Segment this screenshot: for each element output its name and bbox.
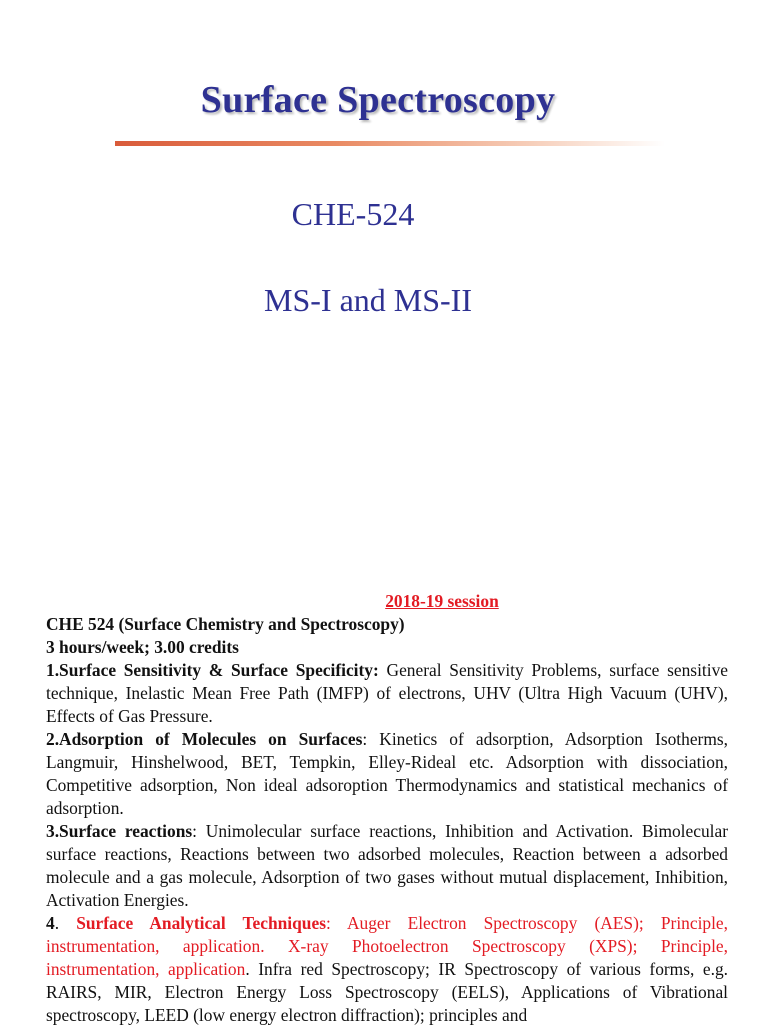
title-underline (115, 141, 665, 146)
topic-2-heading: Adsorption of Molecules on Surfaces (59, 729, 363, 749)
topic-3-heading: Surface reactions (59, 821, 193, 841)
credits-line: 3 hours/week; 3.00 credits (46, 637, 239, 657)
topic-1 (46, 659, 728, 728)
topic-2 (46, 728, 728, 820)
topic-4-number: 4 (46, 913, 55, 933)
topic-4-separator: . (54, 913, 77, 933)
topic-1-body: General Sensitivity Problems, surface sensitive technique, Inelastic Mean Free Path (IMFP) of electrons, UHV (Ultra High Vacuum (UHV), Effects of Gas Pressure. (46, 660, 728, 726)
topic-4 (46, 912, 728, 1027)
topic-2-body: : Kinetics of adsorption, Adsorption Isotherms, Langmuir, Hinshelwood, BET, Tempkin, Elley-Rideal etc. Adsorption with dissociation, Competitive adsorption, Non ideal adsoroption Thermodynamics and statistical mechanics of adsorption. (46, 729, 728, 818)
topic-4-heading: Surface Analytical Techniques (76, 913, 326, 933)
course-line: CHE 524 (Surface Chemistry and Spectroscopy) (46, 614, 405, 634)
topic-3-number: 3. (46, 821, 60, 841)
topic-1-heading: Surface Sensitivity & Surface Specificity: (59, 660, 379, 680)
programs: MS-I and MS-II (264, 282, 472, 318)
slide-title: Surface Spectroscopy (200, 79, 556, 121)
topic-3 (46, 820, 728, 912)
session-label: 2018-19 session (385, 591, 499, 611)
topic-4-body: . Infra red Spectroscopy; IR Spectroscopy of various forms, e.g. RAIRS, MIR, Electron Energy Loss Spectroscopy (EELS), Applications of Vibrational spectroscopy, LEED (low energy electron diffraction); principles and (46, 959, 728, 1025)
topic-4-red-body: : Auger Electron Spectroscopy (AES); Principle, instrumentation, application. X-ray Photoelectron Spectroscopy (XPS); Principle, instrumentation, application (46, 913, 728, 979)
topic-2-number: 2. (46, 729, 60, 749)
syllabus-block (46, 590, 728, 1027)
topic-1-number: 1. (46, 660, 60, 680)
topic-3-body: : Unimolecular surface reactions, Inhibition and Activation. Bimolecular surface reactions, Reactions between two adsorbed molecules, Reaction between a adsorbed molecule and a gas molecule, Adsorption of two gases without mutual displacement, Inhibition, Activation Energies. (46, 821, 728, 910)
course-code: CHE-524 (291, 196, 415, 232)
